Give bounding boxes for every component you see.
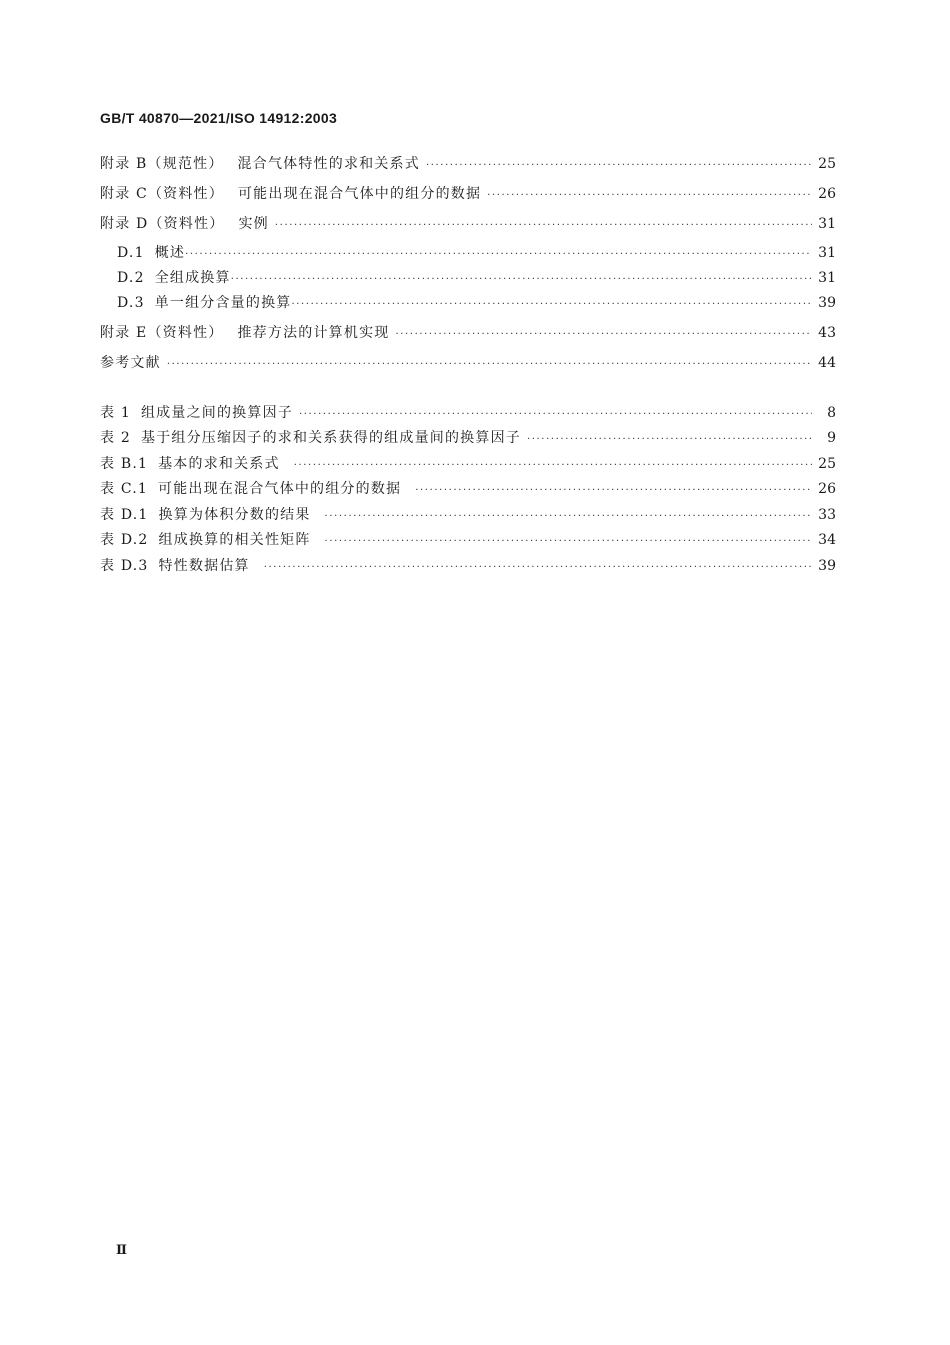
- table-entry-prefix: 表 D.1: [100, 507, 149, 523]
- leader-dots: [527, 430, 812, 450]
- toc-entry-page: 31: [818, 216, 836, 232]
- leader-dots: [275, 216, 812, 236]
- table-entry-c1[interactable]: [100, 479, 836, 499]
- toc-entry-prefix: D.3: [117, 295, 145, 311]
- toc-entry-label: [117, 243, 185, 263]
- table-entry-d2[interactable]: [100, 530, 836, 550]
- table-entry-page: 33: [818, 507, 836, 523]
- table-entry-label: [100, 403, 293, 423]
- toc-entry-prefix: 附录 C（资料性）: [100, 186, 224, 202]
- toc-entry-annex-b[interactable]: [100, 154, 836, 174]
- table-entry-page: 8: [827, 405, 836, 421]
- leader-dots: [426, 156, 812, 176]
- toc-entry-label: [117, 268, 231, 288]
- toc-entry-bibliography[interactable]: [100, 353, 836, 373]
- toc-entry-label: [100, 323, 389, 343]
- toc-entry-annex-d[interactable]: [100, 214, 836, 234]
- toc-entry-prefix: 附录 E（资料性）: [100, 325, 224, 341]
- leader-dots: [415, 481, 812, 501]
- table-entry-label: [100, 505, 311, 525]
- table-entry-title: 可能出现在混合气体中的组分的数据: [158, 481, 402, 497]
- table-entry-page: 34: [818, 532, 836, 548]
- toc-entry-prefix: D.2: [117, 270, 145, 286]
- toc-entry-title: 单一组分含量的换算: [154, 295, 292, 311]
- table-entry-label: [100, 530, 311, 550]
- table-entry-prefix: 表 B.1: [100, 456, 149, 472]
- table-entry-1[interactable]: [100, 403, 836, 423]
- toc-entry-title: 实例: [238, 216, 269, 232]
- toc-entry-d3[interactable]: [117, 293, 836, 313]
- table-entry-page: 25: [818, 456, 836, 472]
- table-entry-page: 9: [827, 430, 836, 446]
- table-entry-title: 基于组分压缩因子的求和关系获得的组成量间的换算因子: [140, 430, 521, 446]
- leader-dots: [294, 456, 812, 476]
- table-entry-title: 换算为体积分数的结果: [158, 507, 311, 523]
- toc-entry-title: 可能出现在混合气体中的组分的数据: [237, 186, 482, 202]
- table-entry-prefix: 表 D.3: [100, 558, 149, 574]
- toc-entry-label: [100, 214, 269, 234]
- toc-entry-prefix: 附录 B（规范性）: [100, 156, 224, 172]
- table-entry-title: 特性数据估算: [158, 558, 250, 574]
- leader-dots: [325, 532, 812, 552]
- leader-dots: [395, 325, 812, 345]
- leader-dots: [292, 295, 813, 315]
- toc-entry-page: 44: [818, 355, 836, 371]
- toc-entry-d2[interactable]: [117, 268, 836, 288]
- table-entry-label: [100, 428, 521, 448]
- toc-entry-prefix: 附录 D（资料性）: [100, 216, 225, 232]
- toc-entry-page: 31: [818, 270, 836, 286]
- toc-entry-d1[interactable]: [117, 243, 836, 263]
- leader-dots: [325, 507, 812, 527]
- leader-dots: [167, 355, 812, 375]
- table-entry-page: 26: [818, 481, 836, 497]
- table-entry-prefix: 表 D.2: [100, 532, 149, 548]
- leader-dots: [231, 270, 812, 290]
- leader-dots: [264, 558, 812, 578]
- page-number: Ⅱ: [116, 1243, 127, 1258]
- table-entry-title: 组成换算的相关性矩阵: [158, 532, 311, 548]
- toc-entry-label: [100, 154, 420, 174]
- table-entry-page: 39: [818, 558, 836, 574]
- toc-entry-annex-e[interactable]: [100, 323, 836, 343]
- toc-entry-title: 全组成换算: [154, 270, 231, 286]
- toc-entry-page: 31: [818, 245, 836, 261]
- toc-entry-title: 混合气体特性的求和关系式: [237, 156, 420, 172]
- toc-entry-page: 39: [818, 295, 836, 311]
- table-entry-d3[interactable]: [100, 556, 836, 576]
- table-entry-title: 基本的求和关系式: [158, 456, 280, 472]
- toc-entry-title: 概述: [154, 245, 186, 261]
- toc-entry-annex-c[interactable]: [100, 184, 836, 204]
- toc-entry-prefix: D.1: [117, 245, 145, 261]
- toc-entry-label: [117, 293, 292, 313]
- toc-entry-title: 推荐方法的计算机实现: [237, 325, 390, 341]
- toc-entry-page: 43: [818, 325, 836, 341]
- table-entry-b1[interactable]: [100, 454, 836, 474]
- table-entry-2[interactable]: [100, 428, 836, 448]
- table-entry-prefix: 表 1: [100, 405, 131, 421]
- table-entry-label: [100, 479, 401, 499]
- leader-dots: [185, 245, 812, 265]
- standard-number-header: GB/T 40870—2021/ISO 14912:2003: [100, 110, 338, 126]
- table-entry-prefix: 表 2: [100, 430, 131, 446]
- table-entry-d1[interactable]: [100, 505, 836, 525]
- toc-entry-page: 25: [818, 156, 836, 172]
- toc-entry-title: 参考文献: [100, 355, 161, 371]
- leader-dots: [487, 186, 812, 206]
- table-entry-label: [100, 556, 250, 576]
- table-entry-label: [100, 454, 280, 474]
- toc-entry-label: [100, 184, 481, 204]
- table-entry-prefix: 表 C.1: [100, 481, 149, 497]
- toc-entry-page: 26: [818, 186, 836, 202]
- leader-dots: [299, 405, 812, 425]
- table-entry-title: 组成量之间的换算因子: [140, 405, 293, 421]
